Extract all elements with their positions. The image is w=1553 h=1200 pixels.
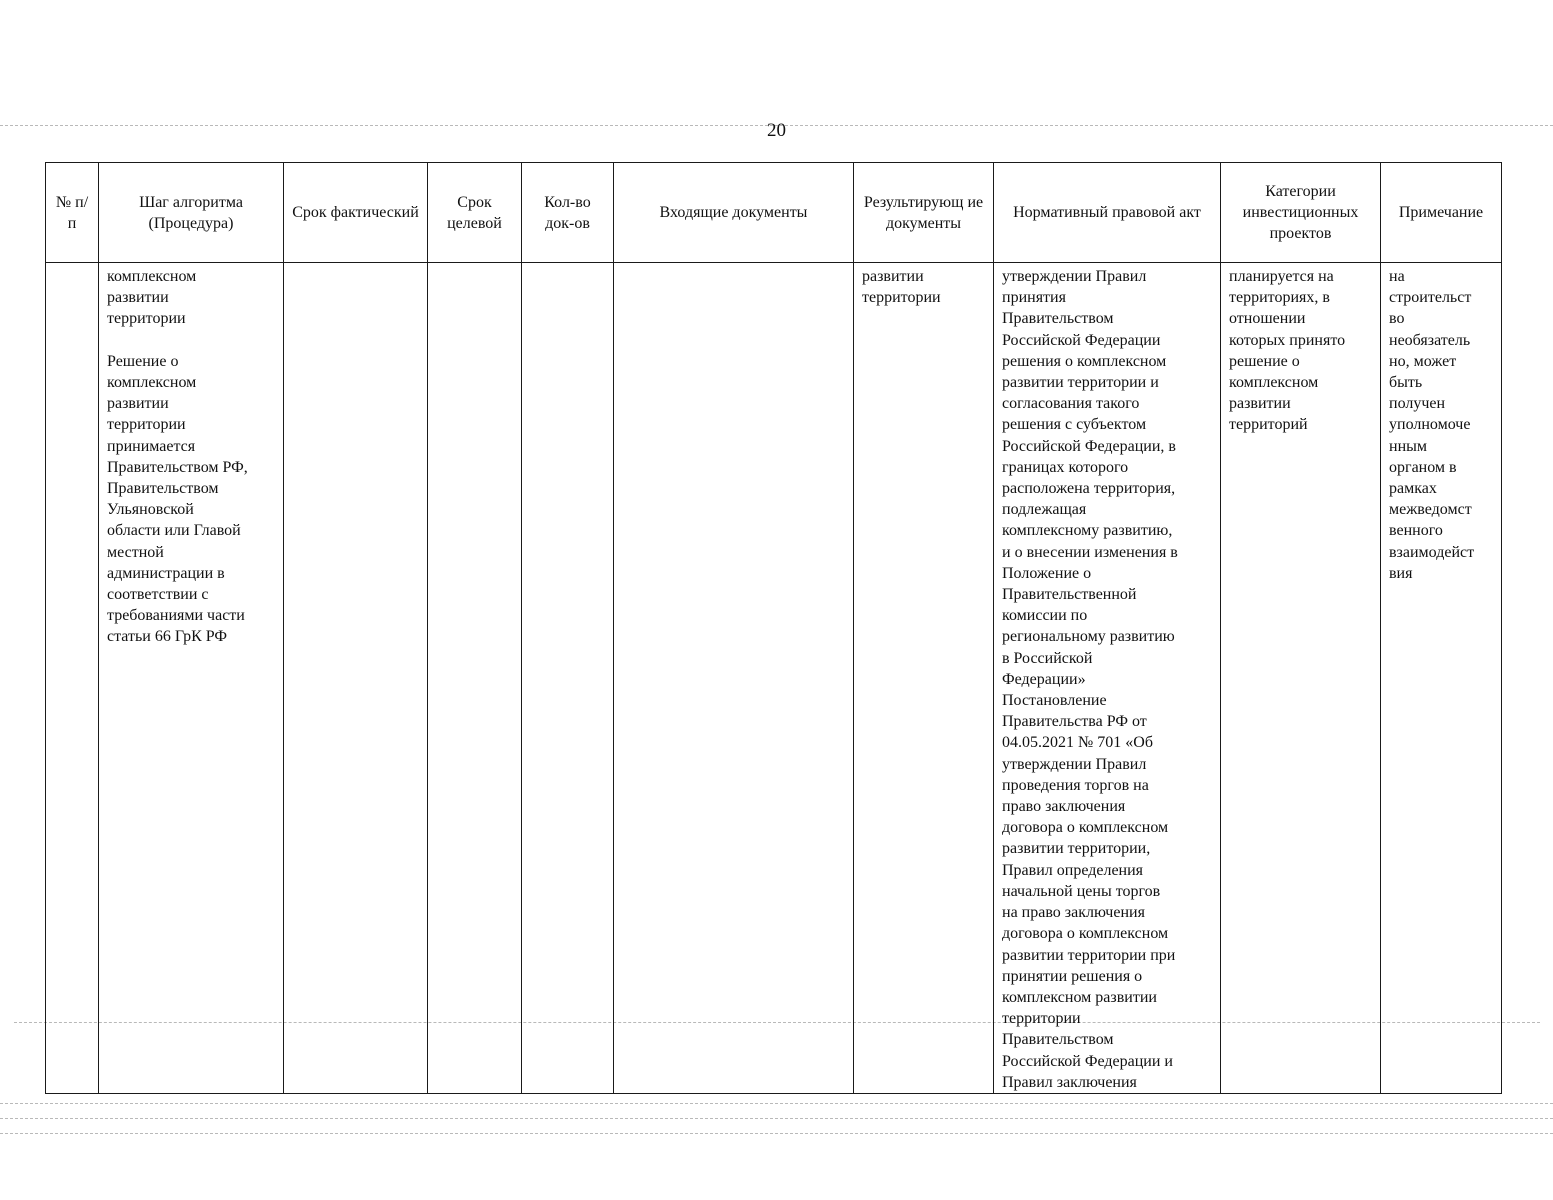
algorithm-table [45,162,1502,1094]
cell-number [46,263,99,1094]
header-note: Примечание [1381,163,1502,263]
cell-term-actual [284,263,428,1094]
page-number: 20 [767,120,786,141]
header-term-target: Срок целевой [428,163,522,263]
table-row [46,263,1502,1094]
cell-incoming-docs [614,263,854,1094]
header-result-docs: Результирующ ие документы [854,163,994,263]
cell-legal-act: утверждении Правил принятия Правительством Российской Федерации решения о комплексном развитии территории и согласования такого решения с субъектом Российской Федерации, в границах которого расположена территория, подлежащая комплексному развитию, и о внесении изменения в Положение о Правительственной комиссии по региональному развитию в Российской Федерации» Постановление Правительства РФ от 04.05.2021 № 701 «Об утверждении Правил проведения торгов на право заключения договора о комплексном развитии территории, Правил определения начальной цены торгов на право заключения договора о комплексном развитии территории при принятии решения о комплексном развитии территории Правительством Российской Федерации и Правил заключения [994,263,1221,1094]
header-step: Шаг алгоритма (Процедура) [99,163,284,263]
cell-step: комплексном развитии территории Решение о комплексном развитии территории принимается Правительством РФ, Правительством Ульяновской области или Главой местной администрации в соответствии с требованиями части статьи 66 ГрК РФ [99,263,284,1094]
scan-artifact-line [0,1133,1553,1134]
header-number: № п/п [46,163,99,263]
cell-note: на строительст во необязатель но, может быть получен уполномоче нным органом в рамках межведомст венного взаимодейст вия [1381,263,1502,1094]
table-header-row [46,163,1502,263]
scan-artifact-line [0,1103,1553,1104]
header-legal-act: Нормативный правовой акт [994,163,1221,263]
cell-term-target [428,263,522,1094]
header-doc-count: Кол-во док-ов [522,163,614,263]
cell-doc-count [522,263,614,1094]
cell-investment-categories: планируется на территориях, в отношении которых принято решение о комплексном развитии территорий [1221,263,1381,1094]
header-investment-categories: Категории инвестиционных проектов [1221,163,1381,263]
header-term-actual: Срок фактический [284,163,428,263]
cell-result-docs: развитии территории [854,263,994,1094]
scan-artifact-line [0,1118,1553,1119]
header-incoming-docs: Входящие документы [614,163,854,263]
